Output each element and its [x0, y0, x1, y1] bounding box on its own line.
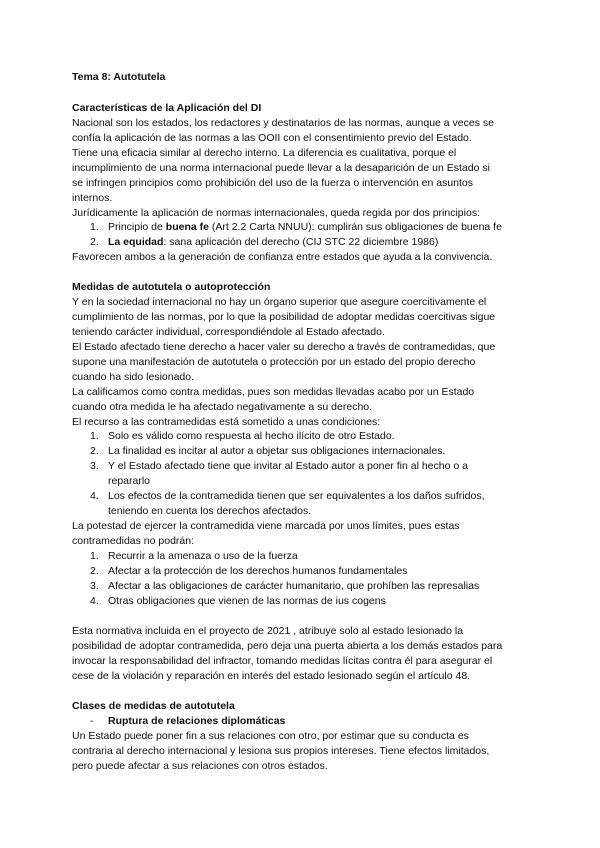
- condition-item: La finalidad es incitar al autor a objetar sus obligaciones internacionales.: [108, 445, 446, 457]
- list-number: 3.: [90, 580, 99, 592]
- paragraph-line: cumplimiento de las normas, por lo que la posibilidad de adoptar medidas coercitivas sigue: [72, 311, 496, 323]
- list-item-text: Principio de: [108, 221, 166, 233]
- paragraph-line: cuando ha sido lesionado.: [72, 371, 195, 383]
- paragraph-line: Nacional son los estados, los redactores y destinatarios de las normas, aunque a veces se: [72, 117, 494, 129]
- condition-item: Solo es válido como respuesta al hecho ilícito de otro Estado.: [108, 430, 395, 442]
- list-number: 1.: [90, 430, 99, 442]
- list-number: 1.: [90, 221, 99, 233]
- list-item-text: : sana aplicación del derecho (CIJ STC 22 diciembre 1986): [163, 236, 439, 248]
- paragraph-line: contramedidas no podrán:: [72, 535, 194, 547]
- paragraph-line: cuando otra medida le ha afectado negativamente a su derecho.: [72, 401, 373, 413]
- paragraph-line: La potestad de ejercer la contramedida viene marcada por unos límites, pues estas: [72, 520, 460, 532]
- bullet-dash: -: [90, 715, 94, 727]
- paragraph-line: teniendo carácter individual, correspondiéndole al Estado afectado.: [72, 326, 385, 338]
- paragraph-line: Jurídicamente la aplicación de normas internacionales, queda regida por dos principios:: [72, 207, 480, 219]
- list-number: 2.: [90, 565, 99, 577]
- paragraph-line: supone una manifestación de autotutela o protección por un estado del propio derecho: [72, 356, 476, 368]
- list-number: 2.: [90, 236, 99, 248]
- list-item-text: (Art 2.2 Carta NNUU): cumplirán sus obligaciones de buena fe: [208, 221, 502, 233]
- limit-item: Afectar a las obligaciones de carácter humanitario, que prohíben las represalias: [108, 580, 480, 592]
- list-item-bold: La equidad: [108, 236, 164, 248]
- condition-item-cont: repararlo: [108, 475, 151, 487]
- subheading-ruptura: Ruptura de relaciones diplomáticas: [108, 715, 286, 727]
- paragraph-line: El recurso a las contramedidas está sometido a unas condiciones:: [72, 416, 381, 428]
- list-item-equidad: [108, 235, 438, 250]
- paragraph-line: confía la aplicación de las normas a las OOII con el consentimiento previo del Estado.: [72, 132, 472, 144]
- list-number: 4.: [90, 595, 99, 607]
- paragraph-line: incumplimiento de una norma internacional puede llevar a la desaparición de un Estado si: [72, 162, 490, 174]
- paragraph-line: contraria al derecho internacional y lesiona sus propios intereses. Tiene efectos limitados,: [72, 745, 490, 757]
- paragraph-line: Favorecen ambos a la generación de confianza entre estados que ayuda a la convivencia.: [72, 251, 493, 263]
- paragraph-line: se infringen principios como prohibición del uso de la fuerza o intervención en asuntos: [72, 177, 473, 189]
- list-item-bold: buena fe: [165, 221, 209, 233]
- document-title: Tema 8: Autotutela: [72, 71, 166, 83]
- paragraph-line: El Estado afectado tiene derecho a hacer valer su derecho a través de contramedidas, que: [72, 341, 496, 353]
- limit-item: Afectar a la protección de los derechos humanos fundamentales: [108, 565, 408, 577]
- condition-item: Y el Estado afectado tiene que invitar al Estado autor a poner fin al hecho o a: [108, 460, 468, 472]
- section-heading-medidas: Medidas de autotutela o autoprotección: [72, 281, 271, 293]
- condition-item: Los efectos de la contramedida tienen que ser equivalentes a los daños sufridos,: [108, 490, 485, 502]
- condition-item-cont: teniendo en cuenta los derechos afectados.: [108, 505, 312, 517]
- paragraph-line: invocar la responsabilidad del infractor, tomando medidas lícitas contra él para asegurar el: [72, 655, 493, 667]
- list-number: 2.: [90, 445, 99, 457]
- limit-item: Otras obligaciones que vienen de las normas de ius cogens: [108, 595, 386, 607]
- list-number: 3.: [90, 460, 99, 472]
- paragraph-line: Y en la sociedad internacional no hay un órgano superior que asegure coercitivamente el: [72, 296, 487, 308]
- paragraph-line: pero puede afectar a sus relaciones con otros estados.: [72, 760, 328, 772]
- list-number: 4.: [90, 490, 99, 502]
- paragraph-line: La calificamos como contra medidas, pues son medidas llevadas acabo por un Estado: [72, 386, 475, 398]
- list-number: 1.: [90, 550, 99, 562]
- paragraph-line: Tiene una eficacia similar al derecho interno. La diferencia es cualitativa, porque el: [72, 147, 457, 159]
- paragraph-line: posibilidad de adoptar contramedida, pero deja una puerta abierta a los demás estados para: [72, 640, 503, 652]
- section-heading-clases: Clases de medidas de autotutela: [72, 700, 235, 712]
- section-heading-caracteristicas: Características de la Aplicación del DI: [72, 102, 262, 114]
- limit-item: Recurrir a la amenaza o uso de la fuerza: [108, 550, 298, 562]
- paragraph-line: cese de la violación y reparación en interés del estado lesionado según el artículo 48.: [72, 670, 471, 682]
- paragraph-line: Esta normativa incluida en el proyecto de 2021 , atribuye solo al estado lesionado la: [72, 625, 464, 637]
- paragraph-line: Un Estado puede poner fin a sus relaciones con otro, por estimar que su conducta es: [72, 730, 469, 742]
- list-item-buena-fe: [108, 220, 502, 235]
- paragraph-line: internos.: [72, 192, 113, 204]
